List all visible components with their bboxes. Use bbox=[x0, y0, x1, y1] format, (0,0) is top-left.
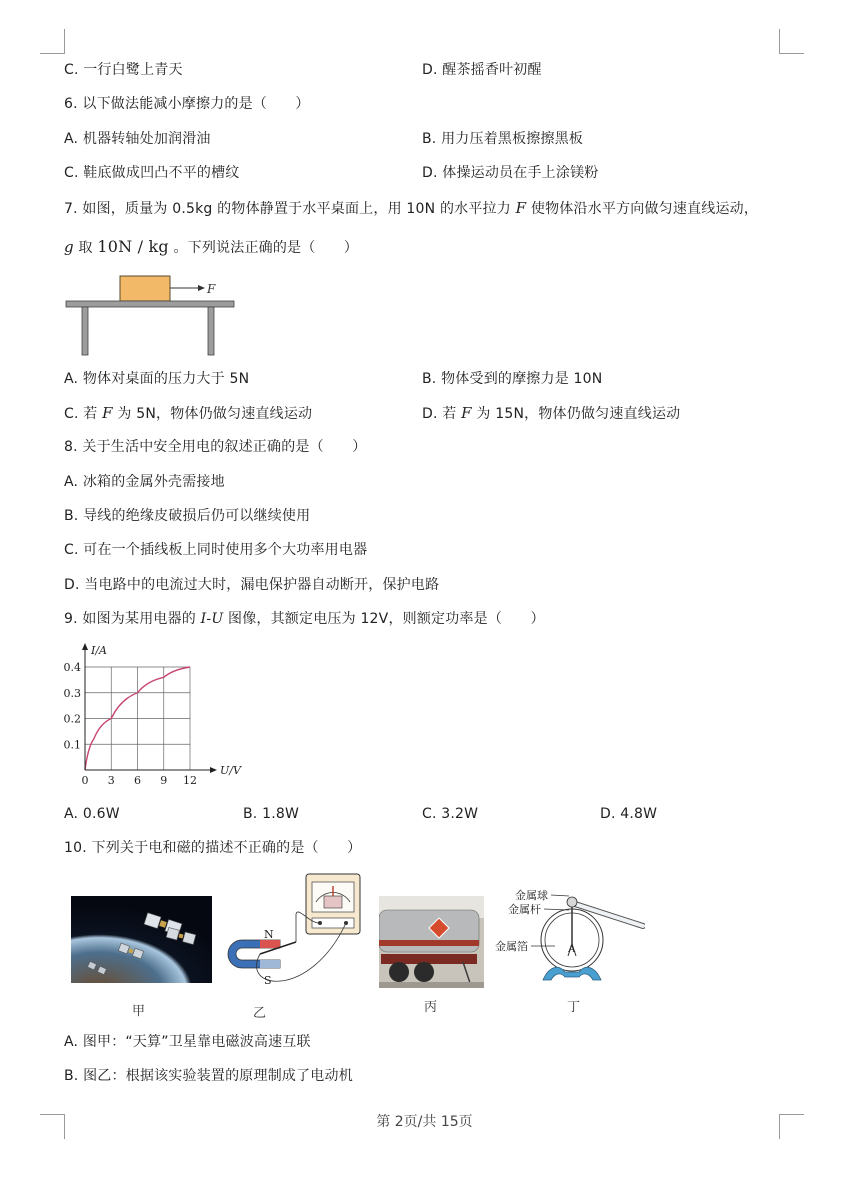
label-metal-foil: 金属箔 bbox=[495, 940, 528, 953]
wheel bbox=[389, 962, 409, 982]
x-tick-label: 6 bbox=[134, 774, 141, 787]
q7-table-figure bbox=[60, 270, 240, 360]
table-leg-left bbox=[82, 307, 88, 355]
x-axis-label: U/V bbox=[220, 764, 241, 777]
q7-force-symbol: F bbox=[515, 199, 527, 217]
table-leg-right bbox=[208, 307, 214, 355]
q7-stem-pre: 7. 如图，质量为 0.5kg 的物体静置于水平桌面上，用 10N 的水平拉力 bbox=[64, 201, 511, 217]
label-a: A bbox=[568, 944, 576, 955]
glass-rod bbox=[575, 904, 643, 926]
q9-stem-pre: 9. 如图为某用电器的 bbox=[64, 611, 197, 627]
fig-label-jia: 甲 bbox=[132, 1004, 146, 1019]
q8-stem: 8. 关于生活中安全用电的叙述正确的是（ ） bbox=[64, 439, 367, 455]
q8-option-d: D. 当电路中的电流过大时，漏电保护器自动断开，保护电路 bbox=[64, 577, 440, 593]
q7-g-take: 取 bbox=[78, 240, 93, 256]
q7-stem-line2-post: 。下列说法正确的是（ ） bbox=[173, 240, 359, 256]
y-tick-label: 0.4 bbox=[63, 661, 81, 674]
corner-mark-top-right bbox=[779, 29, 804, 54]
x-tick-label: 3 bbox=[107, 774, 115, 787]
q7-option-b: B. 物体受到的摩擦力是 10N bbox=[422, 371, 603, 387]
q6-option-a: A. 机器转轴处加润滑油 bbox=[64, 131, 211, 147]
q7-option-d-post: 为 15N，物体仍做匀速直线运动 bbox=[476, 406, 681, 422]
q9-stem-post: 图像，其额定电压为 12V，则额定功率是（ ） bbox=[228, 611, 545, 627]
q6-option-c: C. 鞋底做成凹凸不平的槽纹 bbox=[64, 165, 240, 181]
fig-label-yi: 乙 bbox=[253, 1006, 267, 1021]
q7-g-symbol: g bbox=[64, 238, 74, 256]
q6-option-d: D. 体操运动员在手上涂镁粉 bbox=[422, 165, 599, 181]
q10-option-b: B. 图乙：根据该实验装置的原理制成了电动机 bbox=[64, 1068, 353, 1084]
x-axis-arrow bbox=[210, 767, 217, 773]
q7-option-c bbox=[64, 404, 312, 423]
x-tick-label: 12 bbox=[183, 774, 197, 787]
q8-option-c: C. 可在一个插线板上同时使用多个大功率用电器 bbox=[64, 542, 368, 558]
fig-label-bing: 丙 bbox=[424, 1000, 438, 1015]
tanker-truck-image bbox=[379, 896, 484, 988]
label-metal-ball: 金属球 bbox=[515, 889, 548, 902]
q9-option-a: A. 0.6W bbox=[64, 806, 120, 822]
satellite-image bbox=[71, 896, 212, 983]
q5-option-d: D. 醒茶摇香叶初醒 bbox=[422, 62, 542, 78]
label-metal-rod: 金属杆 bbox=[508, 903, 541, 916]
wheel-2 bbox=[414, 962, 434, 982]
tank-band bbox=[379, 940, 479, 946]
galvanometer bbox=[306, 874, 360, 934]
force-arrow-head bbox=[198, 285, 205, 291]
q7-g-value: 10N / kg bbox=[97, 237, 169, 256]
y-axis-label: I/A bbox=[91, 644, 107, 657]
y-axis-arrow bbox=[82, 643, 88, 650]
electroscope-stand bbox=[543, 967, 601, 980]
q7-option-c-post: 为 5N，物体仍做匀速直线运动 bbox=[117, 406, 313, 422]
label-n: N bbox=[264, 928, 274, 941]
q5-option-c: C. 一行白鹭上青天 bbox=[64, 62, 183, 78]
corner-mark-top-left bbox=[40, 29, 65, 54]
q7-stem-line2 bbox=[64, 238, 358, 257]
x-tick-label: 9 bbox=[160, 774, 168, 787]
q10-option-a: A. 图甲：“天算”卫星靠电磁波高速互联 bbox=[64, 1034, 311, 1050]
q8-option-a: A. 冰箱的金属外壳需接地 bbox=[64, 474, 225, 490]
q6-option-b: B. 用力压着黑板擦擦黑板 bbox=[422, 131, 584, 147]
q7-option-c-f: F bbox=[102, 404, 113, 422]
q6-stem: 6. 以下做法能减小摩擦力的是（ ） bbox=[64, 96, 310, 112]
iu-chart bbox=[60, 640, 250, 790]
y-tick-label: 0.3 bbox=[63, 686, 81, 700]
q9-stem bbox=[64, 610, 545, 628]
horseshoe-magnet bbox=[228, 940, 280, 968]
q9-option-b: B. 1.8W bbox=[243, 806, 300, 822]
q10-stem: 10. 下列关于电和磁的描述不正确的是（ ） bbox=[64, 840, 362, 856]
q9-option-c: C. 3.2W bbox=[422, 806, 479, 822]
electroscope-figure bbox=[495, 880, 645, 990]
galvanometer-magnet-figure bbox=[220, 870, 365, 1000]
label-s: S bbox=[264, 974, 272, 987]
ground bbox=[379, 982, 484, 988]
q7-option-a: A. 物体对桌面的压力大于 5N bbox=[64, 371, 250, 387]
q9-option-d: D. 4.8W bbox=[600, 806, 658, 822]
q7-option-c-pre: C. 若 bbox=[64, 406, 98, 422]
q7-option-d-pre: D. 若 bbox=[422, 406, 457, 422]
page-footer: 第 2页/共 15页 bbox=[376, 1114, 473, 1130]
x-tick-label: 0 bbox=[81, 774, 89, 787]
q7-stem-post: 使物体沿水平方向做匀速直线运动， bbox=[530, 201, 759, 217]
y-tick-label: 0.1 bbox=[63, 738, 81, 752]
metal-ball bbox=[567, 897, 577, 907]
q8-option-b: B. 导线的绝缘皮破损后仍可以继续使用 bbox=[64, 508, 311, 524]
fig-label-ding: 丁 bbox=[567, 1000, 581, 1015]
y-tick-label: 0.2 bbox=[63, 712, 81, 726]
block bbox=[120, 276, 170, 301]
force-label: F bbox=[207, 282, 216, 296]
tabletop bbox=[66, 301, 234, 307]
q7-option-d-f: F bbox=[461, 404, 472, 422]
q9-iu-symbol: I-U bbox=[200, 611, 224, 627]
q7-stem bbox=[64, 199, 758, 218]
q7-option-d bbox=[422, 404, 680, 423]
